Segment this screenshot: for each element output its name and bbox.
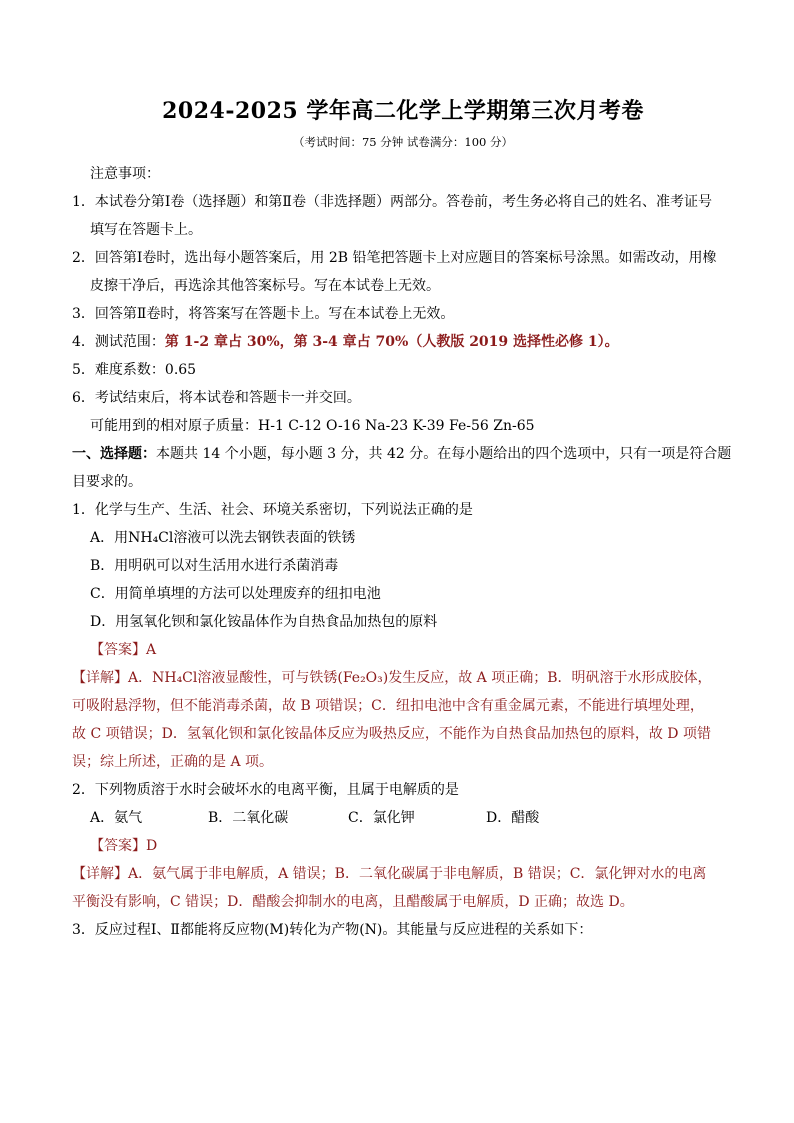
exam-subtitle: （考试时间：75 分钟 试卷满分：100 分） [292, 135, 514, 150]
exam-title: 2024-2025 学年高二化学上学期第三次月考卷 [162, 98, 644, 124]
question-1-detail-line-3: 故 C 项错误；D．氢氧化钡和氯化铵晶体反应为吸热反应，不能作为自热食品加热包的原料，故 D 项错 [72, 726, 711, 743]
atomic-masses: 可能用到的相对原子质量：H-1 C-12 O-16 Na-23 K-39 Fe-56 Zn-65 [90, 418, 535, 435]
test-scope: 第 1-2 章占 30%，第 3-4 章占 70%（人教版 2019 选择性必修 1）。 [164, 334, 619, 351]
question-2-option-c: C．氯化钾 [348, 810, 415, 827]
question-2-detail-line-2: 平衡没有影响，C 错误；D．醋酸会抑制水的电离，且醋酸属于电解质，D 正确；故选 D。 [72, 894, 634, 911]
note-item-4-label: 4．测试范围： [72, 334, 165, 351]
note-item-3: 3．回答第Ⅱ卷时，将答案写在答题卡上。写在本试卷上无效。 [72, 306, 455, 323]
note-item-1-cont: 填写在答题卡上。 [90, 222, 202, 239]
note-item-5: 5．难度系数：0.65 [72, 362, 197, 379]
note-item-6: 6．考试结束后，将本试卷和答题卡一并交回。 [72, 390, 361, 407]
question-2-detail-line-1: 【详解】A．氨气属于非电解质，A 错误；B．二氧化碳属于非电解质，B 错误；C．氯化钾对水的电离 [72, 866, 707, 883]
question-1-answer: 【答案】A [90, 642, 157, 659]
section-heading-text: 本题共 14 个小题，每小题 3 分，共 42 分。在每小题给出的四个选项中，只有一项是符合题 [156, 446, 732, 463]
note-item-2: 2．回答第Ⅰ卷时，选出每小题答案后，用 2B 铅笔把答题卡上对应题目的答案标号涂黑。如需改动，用橡 [72, 250, 717, 267]
section-heading-cont: 目要求的。 [72, 474, 142, 491]
question-2-option-a: A．氨气 [90, 810, 143, 827]
question-3-stem: 3．反应过程Ⅰ、Ⅱ都能将反应物(M)转化为产物(N)。其能量与反应进程的关系如下： [72, 922, 593, 939]
question-1-option-a: A．用NH₄Cl溶液可以洗去钢铁表面的铁锈 [90, 530, 356, 547]
question-1-option-d: D．用氢氧化钡和氯化铵晶体作为自热食品加热包的原料 [90, 614, 438, 631]
question-2-stem: 2．下列物质溶于水时会破坏水的电离平衡，且属于电解质的是 [72, 782, 459, 799]
question-1-option-c: C．用简单填埋的方法可以处理废弃的纽扣电池 [90, 586, 381, 603]
section-heading-label: 一、选择题： [72, 446, 156, 463]
question-1-detail-line-1: 【详解】A．NH₄Cl溶液显酸性，可与铁锈(Fe₂O₃)发生反应，故 A 项正确；B．明矾溶于水形成胶体， [72, 670, 712, 687]
section-heading [72, 440, 734, 468]
question-2-option-b: B．二氧化碳 [208, 810, 289, 827]
question-1-detail-line-2: 可吸附悬浮物，但不能消毒杀菌，故 B 项错误；C．纽扣电池中含有重金属元素，不能进行填埋处理， [72, 698, 704, 715]
note-item-2-cont: 皮擦干净后，再选涂其他答案标号。写在本试卷上无效。 [90, 278, 440, 295]
question-1-option-b: B．用明矾可以对生活用水进行杀菌消毒 [90, 558, 339, 575]
question-2-answer: 【答案】D [90, 838, 158, 855]
question-2-option-d: D．醋酸 [486, 810, 540, 827]
question-2-options [72, 804, 734, 832]
note-item-1: 1．本试卷分第Ⅰ卷（选择题）和第Ⅱ卷（非选择题）两部分。答卷前，考生务必将自己的姓名、准考证号 [72, 194, 712, 211]
note-item-4 [72, 328, 734, 356]
notes-heading: 注意事项： [90, 166, 160, 183]
question-1-stem: 1．化学与生产、生活、社会、环境关系密切，下列说法正确的是 [72, 502, 473, 519]
question-1-detail-line-4: 误；综上所述，正确的是 A 项。 [72, 754, 274, 771]
